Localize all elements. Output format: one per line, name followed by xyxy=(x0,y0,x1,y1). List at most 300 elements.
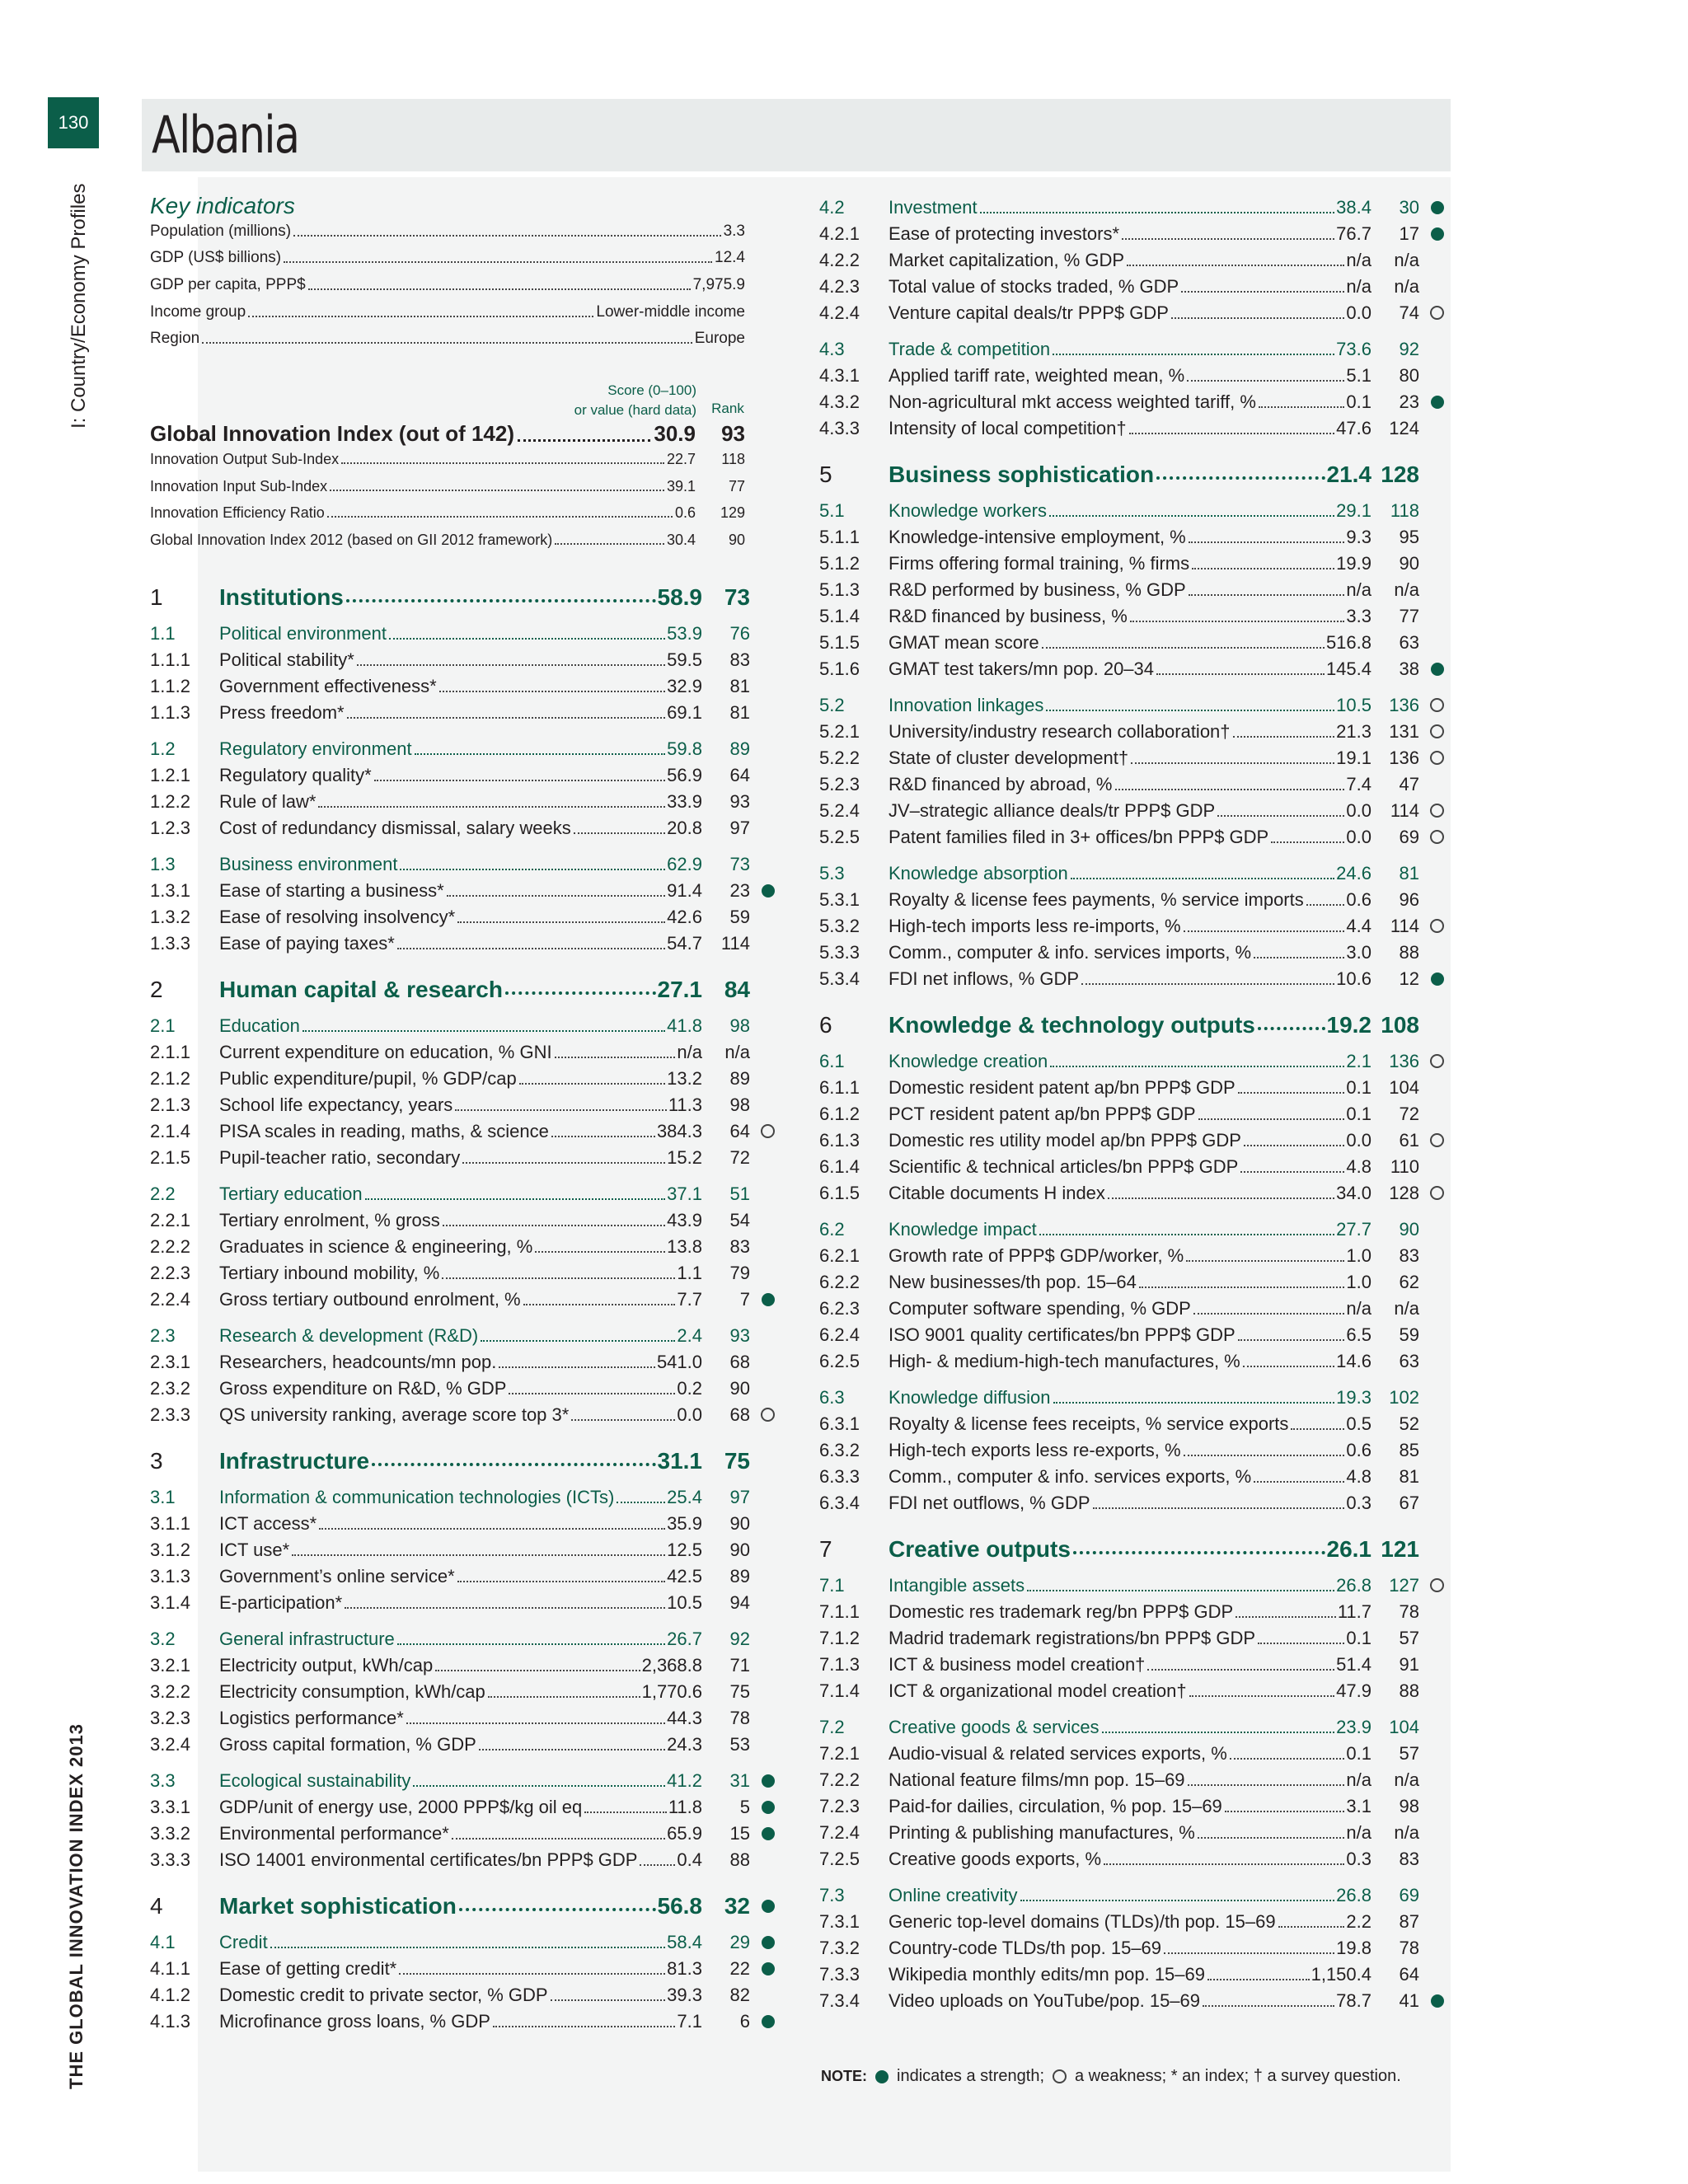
row-marker xyxy=(1419,481,1444,485)
strength-icon xyxy=(762,1962,775,1975)
row-label: High-tech imports less re-imports, % xyxy=(889,916,1181,936)
row-code: 3.1 xyxy=(150,1487,176,1507)
row-marker xyxy=(750,884,775,902)
row-value: 2.1 xyxy=(1346,1051,1372,1071)
row-label: PCT resident patent ap/bn PPP$ GDP xyxy=(889,1104,1196,1124)
row-value: 145.4 xyxy=(1325,658,1372,679)
row-rank: 88 xyxy=(729,1849,750,1870)
row-code: 5.3.2 xyxy=(819,916,860,936)
row-rank: 104 xyxy=(1389,1717,1419,1737)
indicator-row xyxy=(819,1488,1444,1514)
row-code: 6.2.4 xyxy=(819,1324,860,1345)
row-value: 12.5 xyxy=(667,1540,702,1560)
row-code: 1.3.1 xyxy=(150,880,190,901)
row-rank: n/a xyxy=(1394,579,1419,600)
leader-dots xyxy=(308,288,691,290)
row-marker xyxy=(750,1900,775,1917)
row-code: 3.3.3 xyxy=(150,1849,190,1870)
row-code: 3 xyxy=(150,1448,163,1474)
row-label: Computer software spending, % GDP xyxy=(889,1298,1191,1319)
row-label: R&D performed by business, % GDP xyxy=(889,579,1186,600)
row-rank: 124 xyxy=(1389,418,1419,438)
strength-icon xyxy=(762,884,775,898)
row-code: 5.1.6 xyxy=(819,658,860,679)
row-value: 516.8 xyxy=(1325,632,1372,653)
row-code: 5.2.3 xyxy=(819,774,860,794)
row-label: Printing & publishing manufactures, % xyxy=(889,1822,1195,1843)
row-marker xyxy=(750,1165,775,1169)
leader-dots xyxy=(1071,878,1334,879)
row-code: 5.2.5 xyxy=(819,827,860,847)
row-value: 43.9 xyxy=(667,1210,702,1230)
row-rank: 131 xyxy=(1389,721,1419,742)
row-code: 1.1 xyxy=(150,623,176,644)
leader-dots xyxy=(1233,736,1335,738)
row-label: GMAT test takers/mn pop. 20–34 xyxy=(889,658,1155,679)
row-marker xyxy=(1419,663,1444,680)
row-label: FDI net outflows, % GDP xyxy=(889,1493,1090,1513)
row-code: 2.1.5 xyxy=(150,1147,190,1168)
row-code: 6.2.2 xyxy=(819,1272,860,1292)
leader-dots xyxy=(1238,1092,1345,1094)
row-label: ICT access* xyxy=(219,1513,317,1534)
row-code: 3.3.2 xyxy=(150,1823,190,1844)
row-value: 2.4 xyxy=(677,1325,702,1346)
row-rank: 38 xyxy=(1399,658,1419,679)
row-marker xyxy=(750,1468,775,1472)
indicator-row xyxy=(819,1178,1444,1204)
row-code: 7.2.4 xyxy=(819,1822,860,1843)
row-rank: 63 xyxy=(1399,632,1419,653)
leader-dots xyxy=(415,753,666,755)
row-code: 7.1.4 xyxy=(819,1680,860,1701)
row-code: 6.1.1 xyxy=(819,1077,860,1098)
row-value: 31.1 xyxy=(657,1448,702,1474)
row-label: Knowledge creation xyxy=(889,1051,1048,1071)
indicator-row xyxy=(150,1063,775,1090)
leader-dots xyxy=(457,1581,665,1582)
row-marker xyxy=(1419,201,1444,218)
indicator-row xyxy=(150,1587,775,1614)
row-value: 9.3 xyxy=(1346,527,1372,547)
row-value: 0.6 xyxy=(1346,1440,1372,1460)
row-code: 5.2.1 xyxy=(819,721,860,742)
leader-dots xyxy=(1108,1197,1334,1199)
row-label: GDP/unit of energy use, 2000 PPP$/kg oil eq xyxy=(219,1797,583,1817)
row-value: 56.8 xyxy=(657,1893,702,1919)
row-code: 5.2.2 xyxy=(819,748,860,768)
leader-dots xyxy=(1271,841,1344,843)
row-label: ISO 14001 environmental certificates/bn PPP$ GDP xyxy=(219,1849,638,1870)
row-code: 2.2.1 xyxy=(150,1210,190,1230)
row-code: 7.2.3 xyxy=(819,1796,860,1816)
row-code: 5.3.1 xyxy=(819,889,860,910)
indicator-row xyxy=(819,1623,1444,1649)
row-label: Non-agricultural mkt access weighted tariff, % xyxy=(889,391,1256,412)
leader-dots xyxy=(1240,1171,1344,1173)
row-value: 11.7 xyxy=(1337,1601,1372,1622)
row-value: 384.3 xyxy=(656,1121,702,1141)
row-code: 5.1.3 xyxy=(819,579,860,600)
indicator-row xyxy=(150,1347,775,1373)
indicator-row xyxy=(819,1985,1444,2012)
note-weakness-text: a weakness; * an index; † a survey question. xyxy=(1075,2067,1401,2085)
leader-dots xyxy=(551,1999,666,2001)
indicator-row xyxy=(150,928,775,954)
row-label: Microfinance gross loans, % GDP xyxy=(219,2011,490,2032)
leader-dots xyxy=(455,1109,667,1111)
indicator-row xyxy=(150,1703,775,1729)
leader-dots xyxy=(1184,1455,1345,1456)
row-rank: 47 xyxy=(1399,774,1419,794)
strength-marker-icon xyxy=(875,2070,889,2083)
row-value: 0.0 xyxy=(1346,302,1372,323)
row-label: Regulatory environment xyxy=(219,738,412,759)
row-code: 5.2.4 xyxy=(819,800,860,821)
subpillar-row xyxy=(150,849,775,875)
leader-dots xyxy=(435,1670,640,1671)
row-value: 21.3 xyxy=(1336,721,1372,742)
row-label: High-tech exports less re-exports, % xyxy=(889,1440,1181,1460)
row-rank: n/a xyxy=(1394,250,1419,270)
row-value: 58.4 xyxy=(667,1932,702,1952)
row-value: 1.0 xyxy=(1346,1272,1372,1292)
indicator-row xyxy=(819,1675,1444,1702)
leader-dots xyxy=(1156,476,1325,480)
row-code: 4.2.2 xyxy=(819,250,860,270)
row-value: 2.2 xyxy=(1346,1911,1372,1932)
row-label: Government’s online service* xyxy=(219,1566,455,1586)
leader-dots xyxy=(400,869,665,870)
row-code: 7.1 xyxy=(819,1575,845,1596)
subpillar-row xyxy=(150,1320,775,1347)
indicator-row xyxy=(819,911,1444,937)
row-code: 1.2.2 xyxy=(150,791,190,812)
row-label: Madrid trademark registrations/bn PPP$ GDP xyxy=(889,1628,1256,1648)
leader-dots xyxy=(341,462,664,464)
row-value: 27.1 xyxy=(657,977,702,1002)
leader-dots xyxy=(457,921,665,923)
strength-icon xyxy=(762,1774,775,1788)
row-rank: 84 xyxy=(724,977,750,1002)
subindex-label: Global Innovation Index 2012 (based on GII 2012 framework) xyxy=(150,532,553,548)
row-rank: 69 xyxy=(1399,827,1419,847)
row-label: Electricity output, kWh/cap xyxy=(219,1655,434,1675)
row-label: New businesses/th pop. 15–64 xyxy=(889,1272,1137,1292)
indicator-row xyxy=(819,298,1444,324)
row-value: 24.6 xyxy=(1336,863,1372,883)
row-rank: 128 xyxy=(1389,1183,1419,1203)
row-value: 29.1 xyxy=(1336,500,1372,521)
weakness-icon xyxy=(1430,1186,1444,1200)
leader-dots xyxy=(1291,1428,1344,1430)
row-code: 6.1.4 xyxy=(819,1156,860,1177)
leader-dots xyxy=(202,342,692,344)
row-value: 10.5 xyxy=(1336,695,1372,715)
leader-dots xyxy=(1189,541,1345,543)
leader-dots xyxy=(1115,789,1345,790)
row-label: Government effectiveness* xyxy=(219,676,437,696)
leader-dots xyxy=(1192,568,1334,569)
row-rank: 83 xyxy=(729,649,750,670)
row-value: 3.3 xyxy=(1346,606,1372,626)
indicator-row xyxy=(819,574,1444,601)
row-rank: 73 xyxy=(724,584,750,610)
indicator-row xyxy=(150,697,775,724)
leader-dots xyxy=(1027,1590,1334,1591)
row-label: University/industry research collaboration† xyxy=(889,721,1231,742)
subpillar-row xyxy=(819,1046,1444,1072)
row-label: Graduates in science & engineering, % xyxy=(219,1236,533,1257)
leader-dots xyxy=(374,780,666,781)
row-label: Domestic resident patent ap/bn PPP$ GDP xyxy=(889,1077,1236,1098)
row-rank: 78 xyxy=(1399,1601,1419,1622)
row-rank: 57 xyxy=(1399,1743,1419,1764)
indicator-row xyxy=(819,1906,1444,1933)
indicator-row xyxy=(150,1142,775,1169)
leader-dots xyxy=(1254,1481,1344,1483)
row-code: 6.3.2 xyxy=(819,1440,860,1460)
row-rank: 75 xyxy=(724,1448,750,1474)
row-value: 34.0 xyxy=(1336,1183,1372,1203)
indicator-row xyxy=(819,218,1444,245)
row-rank: 136 xyxy=(1389,1051,1419,1071)
pillar-row xyxy=(819,1005,1444,1036)
subindex-value: 30.4 xyxy=(666,532,696,548)
key-indicator-value: 12.4 xyxy=(715,249,745,266)
leader-dots xyxy=(330,490,664,491)
row-value: 0.0 xyxy=(1346,800,1372,821)
row-label: Knowledge-intensive employment, % xyxy=(889,527,1186,547)
subpillar-row xyxy=(819,334,1444,360)
row-marker xyxy=(750,1936,775,1953)
leader-dots xyxy=(555,1057,676,1058)
row-code: 6.3.3 xyxy=(819,1466,860,1487)
row-value: 6.5 xyxy=(1346,1324,1372,1345)
row-marker xyxy=(1419,804,1444,822)
indicator-row xyxy=(819,1125,1444,1151)
row-code: 4.2 xyxy=(819,197,845,218)
row-code: 6.3.1 xyxy=(819,1413,860,1434)
row-rank: 98 xyxy=(1399,1796,1419,1816)
leader-dots xyxy=(397,1643,665,1645)
leader-dots xyxy=(270,1947,665,1948)
row-marker xyxy=(750,1751,775,1755)
key-indicator-row xyxy=(150,269,745,294)
row-label: Credit xyxy=(219,1932,268,1952)
leader-dots xyxy=(1181,291,1344,293)
row-value: n/a xyxy=(1346,1769,1372,1790)
leader-dots xyxy=(1189,594,1345,596)
row-label: Royalty & license fees payments, % service imports xyxy=(889,889,1304,910)
key-indicator-row xyxy=(150,242,745,267)
subpillar-row xyxy=(150,1765,775,1792)
row-label: Audio-visual & related services exports, % xyxy=(889,1743,1227,1764)
row-rank: 51 xyxy=(729,1183,750,1204)
indicator-row xyxy=(150,1729,775,1755)
page-number: 130 xyxy=(48,97,99,148)
row-value: 69.1 xyxy=(667,702,702,723)
row-label: Creative goods & services xyxy=(889,1717,1100,1737)
row-label: Market capitalization, % GDP xyxy=(889,250,1125,270)
row-code: 5.3 xyxy=(819,863,845,883)
leader-dots xyxy=(584,1811,667,1813)
leader-dots xyxy=(1244,1145,1344,1146)
indicator-row xyxy=(819,963,1444,990)
row-rank: 83 xyxy=(1399,1849,1419,1869)
row-marker xyxy=(1419,227,1444,245)
row-value: 0.1 xyxy=(1346,1077,1372,1098)
subpillar-row xyxy=(150,1179,775,1205)
subindex-rank: 90 xyxy=(728,532,745,548)
indicator-row xyxy=(819,716,1444,743)
row-code: 3.1.4 xyxy=(150,1592,190,1613)
row-code: 5.3.4 xyxy=(819,968,860,989)
side-report-label: THE GLOBAL INNOVATION INDEX 2013 xyxy=(66,1723,87,2089)
leader-dots xyxy=(459,1908,656,1911)
row-value: 26.1 xyxy=(1326,1536,1372,1562)
gii-row xyxy=(150,417,745,447)
leader-dots xyxy=(1050,1066,1344,1067)
row-label: ICT & business model creation† xyxy=(889,1654,1146,1675)
row-value: 1.0 xyxy=(1346,1245,1372,1266)
leader-dots xyxy=(248,316,593,317)
subpillar-row xyxy=(150,1010,775,1037)
row-code: 3.1.3 xyxy=(150,1566,190,1586)
row-value: 5.1 xyxy=(1346,365,1372,386)
leader-dots xyxy=(1020,1900,1335,1901)
row-marker xyxy=(750,1408,775,1426)
row-rank: 98 xyxy=(729,1094,750,1115)
row-label: Wikipedia monthly edits/mn pop. 15–69 xyxy=(889,1964,1205,1985)
row-code: 1.2 xyxy=(150,738,176,759)
row-label: ICT use* xyxy=(219,1540,290,1560)
row-label: PISA scales in reading, maths, & science xyxy=(219,1121,549,1141)
leader-dots xyxy=(1259,406,1345,408)
row-rank: 110 xyxy=(1390,1156,1419,1177)
row-code: 7.1.3 xyxy=(819,1654,860,1675)
row-rank: 83 xyxy=(729,1236,750,1257)
row-value: 59.5 xyxy=(667,649,702,670)
row-rank: 79 xyxy=(729,1263,750,1283)
row-label: Generic top-level domains (TLDs)/th pop. 15–69 xyxy=(889,1911,1276,1932)
row-rank: 69 xyxy=(1399,1885,1419,1905)
leader-dots xyxy=(479,1749,665,1750)
row-marker xyxy=(750,1610,775,1614)
row-rank: 52 xyxy=(1399,1413,1419,1434)
row-label: School life expectancy, years xyxy=(219,1094,453,1115)
weakness-icon xyxy=(1430,919,1444,933)
pillar-row xyxy=(150,1886,775,1917)
leader-dots xyxy=(1093,1507,1345,1509)
row-label: Applied tariff rate, weighted mean, % xyxy=(889,365,1185,386)
row-label: Comm., computer & info. services imports, % xyxy=(889,942,1252,963)
row-code: 6.2.3 xyxy=(819,1298,860,1319)
gii-value: 30.9 xyxy=(654,421,696,446)
row-code: 4.1 xyxy=(150,1932,176,1952)
indicator-row xyxy=(819,743,1444,769)
weakness-icon xyxy=(1430,1578,1444,1592)
row-code: 7.2.1 xyxy=(819,1743,860,1764)
row-code: 2.3.1 xyxy=(150,1352,190,1372)
row-rank: 71 xyxy=(729,1655,750,1675)
row-code: 3.2.2 xyxy=(150,1681,190,1702)
row-marker xyxy=(1419,1556,1444,1560)
row-marker xyxy=(1419,972,1444,990)
row-rank: 54 xyxy=(729,1210,750,1230)
row-label: Gross capital formation, % GDP xyxy=(219,1734,476,1755)
row-label: Public expenditure/pupil, % GDP/cap xyxy=(219,1068,517,1089)
row-code: 1.3 xyxy=(150,854,176,874)
row-code: 2.1.1 xyxy=(150,1042,190,1062)
leader-dots xyxy=(447,895,665,897)
subpillar-row xyxy=(150,1927,775,1953)
leader-dots xyxy=(413,1785,665,1787)
row-code: 4.3.1 xyxy=(819,365,860,386)
row-label: Current expenditure on education, % GNI xyxy=(219,1042,552,1062)
leader-dots xyxy=(1236,1616,1336,1618)
row-value: 47.9 xyxy=(1336,1680,1372,1701)
row-label: QS university ranking, average score top 3* xyxy=(219,1404,570,1425)
row-value: 91.4 xyxy=(667,880,702,901)
key-indicators-title: Key indicators xyxy=(150,193,295,218)
row-marker xyxy=(1419,919,1444,937)
indicator-row xyxy=(819,1738,1444,1765)
row-value: 62.9 xyxy=(667,854,702,874)
gii-rank: 93 xyxy=(721,421,745,446)
row-label: Venture capital deals/tr PPP$ GDP xyxy=(889,302,1169,323)
row-rank: 114 xyxy=(1390,916,1419,936)
row-label: Domestic res utility model ap/bn PPP$ GDP xyxy=(889,1130,1241,1151)
row-value: 26.8 xyxy=(1336,1885,1372,1905)
score-header-line2: or value (hard data) xyxy=(574,402,696,418)
strength-icon xyxy=(1431,1994,1444,2008)
row-code: 2.3 xyxy=(150,1325,176,1346)
leader-dots xyxy=(1073,1551,1325,1554)
row-label: E-participation* xyxy=(219,1592,343,1613)
row-marker xyxy=(1419,1866,1444,1870)
row-label: Domestic res trademark reg/bn PPP$ GDP xyxy=(889,1601,1234,1622)
row-label: Domestic credit to private sector, % GDP xyxy=(219,1985,548,2005)
row-value: 0.1 xyxy=(1346,1743,1372,1764)
row-label: Total value of stocks traded, % GDP xyxy=(889,276,1179,297)
weakness-icon xyxy=(1430,830,1444,844)
row-code: 5.1.4 xyxy=(819,606,860,626)
leader-dots xyxy=(1278,1926,1345,1928)
indicator-row xyxy=(819,769,1444,795)
row-value: 81.3 xyxy=(667,1958,702,1979)
row-rank: 76 xyxy=(729,623,750,644)
row-marker xyxy=(750,1801,775,1818)
row-rank: 78 xyxy=(1399,1938,1419,1958)
row-code: 4.1.1 xyxy=(150,1958,190,1979)
row-label: National feature films/mn pop. 15–69 xyxy=(889,1769,1185,1790)
row-value: 65.9 xyxy=(667,1823,702,1844)
row-code: 4.2.3 xyxy=(819,276,860,297)
indicator-row xyxy=(150,1508,775,1535)
row-rank: 104 xyxy=(1389,1077,1419,1098)
row-code: 2.1.2 xyxy=(150,1068,190,1089)
weakness-icon xyxy=(1430,724,1444,738)
row-label: Business environment xyxy=(219,854,398,874)
row-value: 11.3 xyxy=(668,1094,702,1115)
row-marker xyxy=(750,1827,775,1844)
indicator-row xyxy=(819,360,1444,387)
row-value: 38.4 xyxy=(1336,197,1372,218)
row-rank: 73 xyxy=(729,854,750,874)
indicator-row xyxy=(819,1959,1444,1985)
row-value: 0.2 xyxy=(677,1378,702,1399)
